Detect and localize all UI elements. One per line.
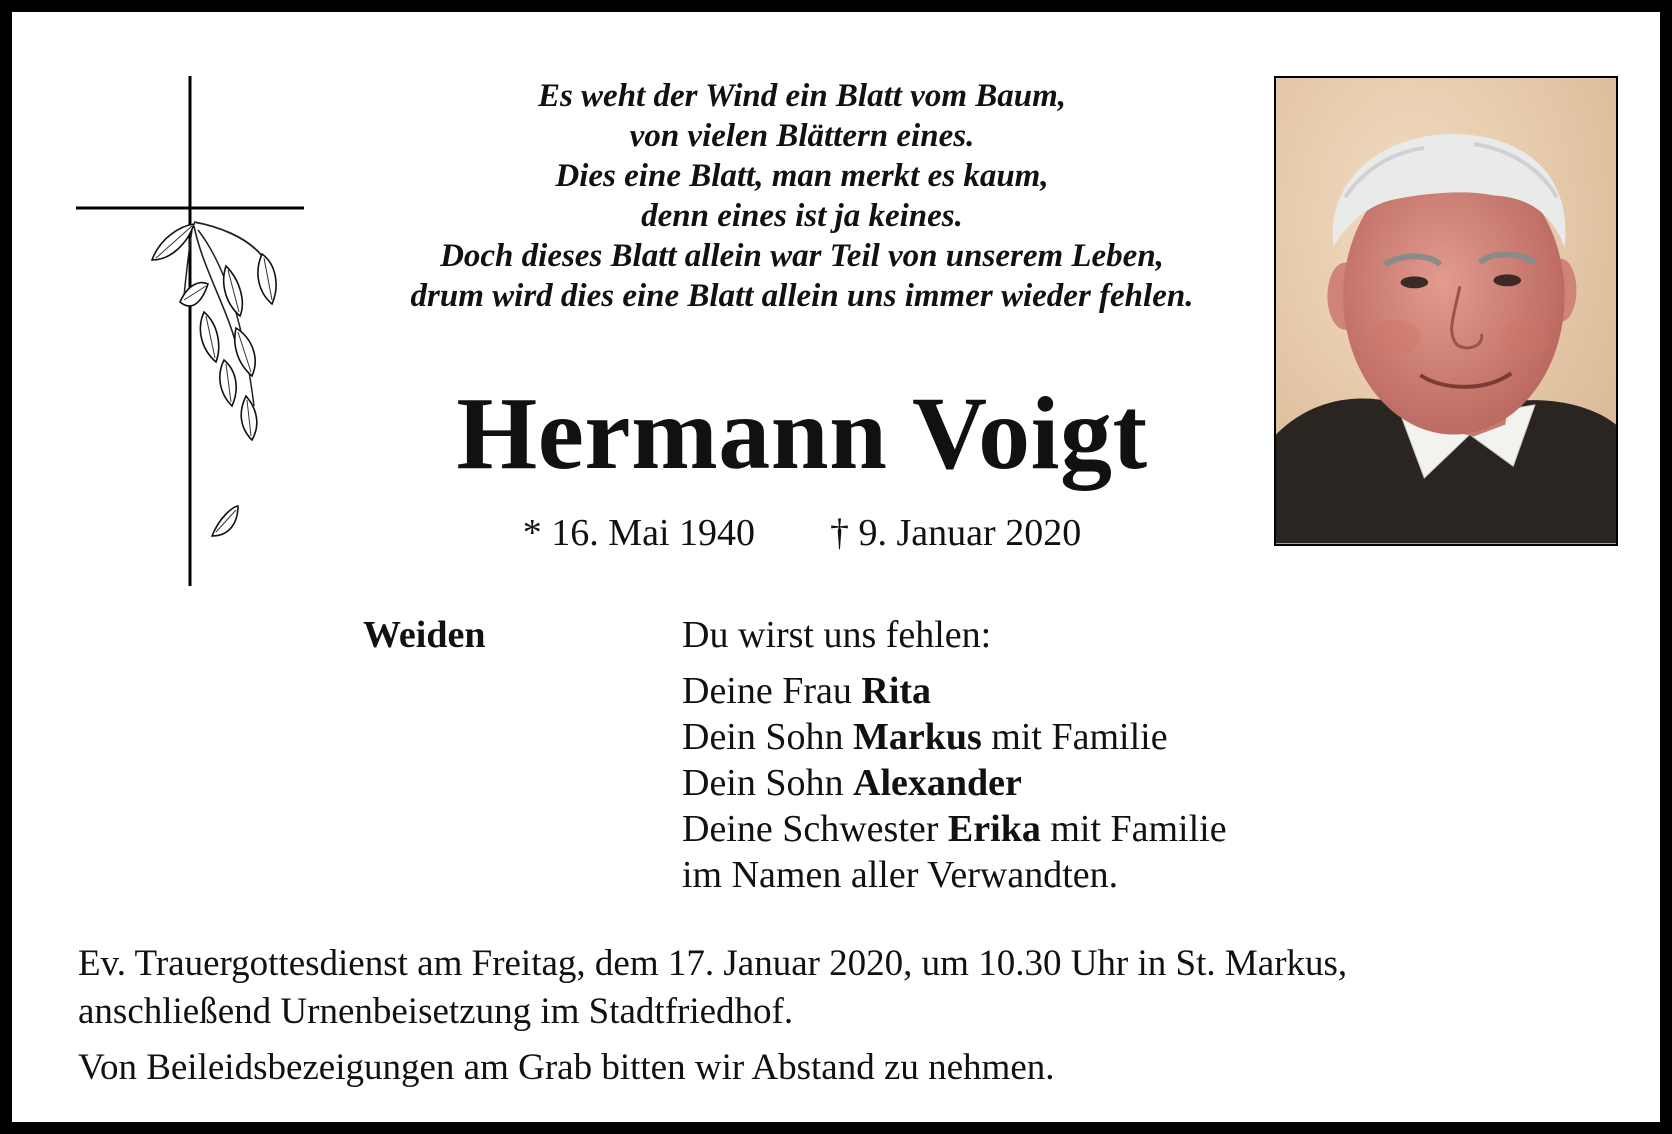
poem-line: Doch dieses Blatt allein war Teil von unserem Leben, xyxy=(440,238,1164,274)
mourner-suffix: mit Familie xyxy=(1040,808,1227,850)
mourner-row xyxy=(682,806,1227,852)
portrait-photo xyxy=(1274,76,1618,546)
mourner-row xyxy=(682,668,1227,714)
poem-line: denn eines ist ja keines. xyxy=(641,198,963,234)
mourner-name: Rita xyxy=(861,670,932,712)
poem-line: drum wird dies eine Blatt allein uns immer wieder fehlen. xyxy=(410,278,1194,314)
service-line-1: Ev. Trauergottesdienst am Freitag, dem 17. Januar 2020, um 10.30 Uhr in St. Markus, xyxy=(78,943,1348,984)
portrait-illustration xyxy=(1276,78,1616,544)
mourner-text: Dein Sohn xyxy=(682,716,853,758)
condolence-notice: Von Beileidsbezeigungen am Grab bitten wir Abstand zu nehmen. xyxy=(78,1047,1055,1088)
life-dates xyxy=(312,510,1292,556)
poem-line: Dies eine Blatt, man merkt es kaum, xyxy=(555,158,1049,194)
poem-line: von vielen Blättern eines. xyxy=(629,118,975,154)
mourner-name: Alexander xyxy=(853,762,1022,804)
service-line-2: anschließend Urnenbeisetzung im Stadtfriedhof. xyxy=(78,991,794,1032)
mourner-text: Dein Sohn xyxy=(682,762,853,804)
deceased-name: Hermann Voigt xyxy=(456,376,1148,491)
cross-with-leaves-icon xyxy=(76,76,316,586)
poem-line: Es weht der Wind ein Blatt vom Baum, xyxy=(537,78,1067,114)
birth-date: * 16. Mai 1940 xyxy=(522,512,756,554)
funeral-info xyxy=(78,940,1638,1092)
mourner-suffix: mit Familie xyxy=(981,716,1168,758)
mourner-row xyxy=(682,852,1227,898)
mourner-row xyxy=(682,760,1227,806)
mourner-text: im Namen aller Verwandten. xyxy=(682,854,1119,896)
death-date: † 9. Januar 2020 xyxy=(830,512,1082,554)
mourner-name: Erika xyxy=(947,808,1041,850)
mourner-text: Deine Frau xyxy=(682,670,862,712)
mourners-block xyxy=(682,612,1227,898)
mourner-name: Markus xyxy=(853,716,982,758)
mourner-row xyxy=(682,714,1227,760)
place-label: Weiden xyxy=(363,614,486,656)
mourners-intro: Du wirst uns fehlen: xyxy=(682,614,992,656)
mourner-text: Deine Schwester xyxy=(682,808,948,850)
poem xyxy=(312,76,1292,316)
